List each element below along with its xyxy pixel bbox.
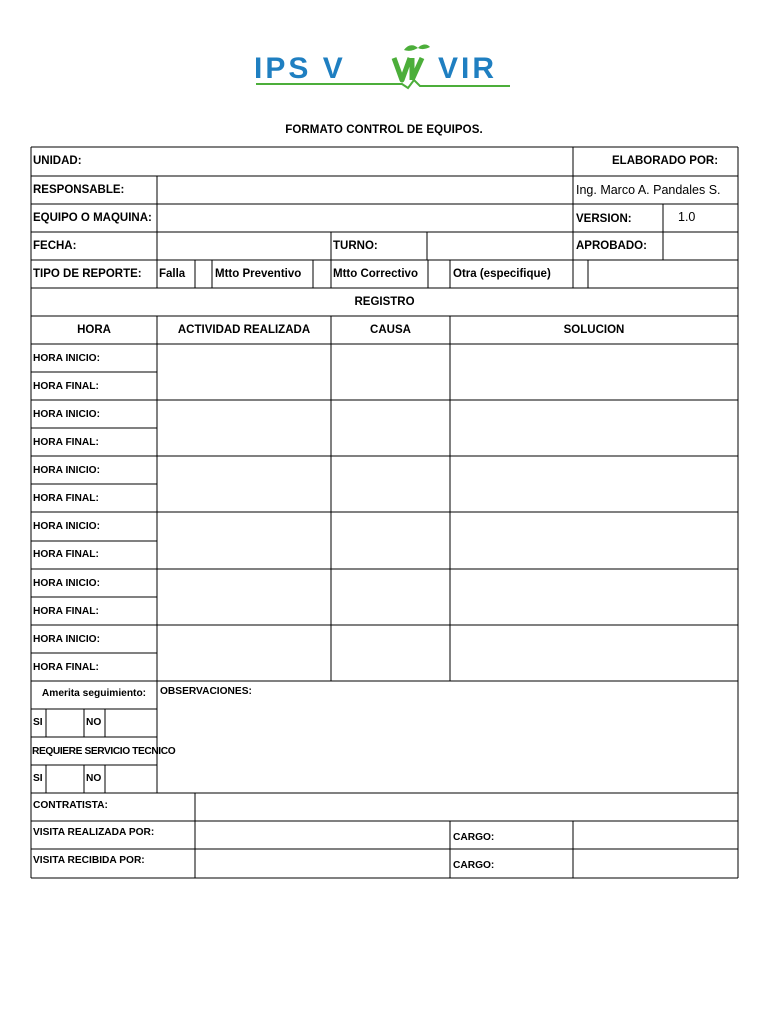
- responsable-label: RESPONSABLE:: [33, 183, 125, 196]
- observaciones-field[interactable]: [158, 706, 737, 792]
- unidad-label: UNIDAD:: [33, 155, 82, 168]
- elaborado-por-label: ELABORADO POR:: [612, 155, 719, 168]
- requiere-servicio-label: REQUIERE SERVICIO TECNICO: [32, 746, 176, 758]
- amerita-no-label: NO: [86, 717, 102, 729]
- causa-field[interactable]: [332, 401, 449, 455]
- servicio-si-checkbox[interactable]: [47, 766, 83, 793]
- amerita-si-checkbox[interactable]: [47, 710, 83, 737]
- actividad-field[interactable]: [158, 626, 330, 680]
- logo-text-right: VIR: [438, 52, 498, 85]
- cargo-label-2: CARGO:: [453, 859, 495, 871]
- actividad-field[interactable]: [158, 513, 330, 567]
- equipo-field[interactable]: [158, 205, 572, 232]
- fecha-field[interactable]: [158, 233, 330, 260]
- falla-label: Falla: [159, 267, 186, 280]
- actividad-field[interactable]: [158, 570, 330, 624]
- turno-field[interactable]: [428, 233, 572, 260]
- turno-label: TURNO:: [333, 239, 378, 252]
- solucion-field[interactable]: [451, 457, 737, 511]
- amerita-no-checkbox[interactable]: [106, 710, 156, 737]
- mtto-correctivo-label: Mtto Correctivo: [333, 267, 418, 280]
- cargo-field-2[interactable]: [574, 850, 737, 878]
- column-header-actividad: ACTIVIDAD REALIZADA: [177, 323, 311, 336]
- column-header-causa: CAUSA: [370, 323, 411, 336]
- contratista-field[interactable]: [196, 794, 737, 821]
- column-header-solucion: SOLUCION: [563, 323, 625, 336]
- causa-field[interactable]: [332, 570, 449, 624]
- visita-recibida-field[interactable]: [196, 850, 449, 878]
- actividad-field[interactable]: [158, 345, 330, 399]
- causa-field[interactable]: [332, 513, 449, 567]
- aprobado-label: APROBADO:: [576, 239, 647, 252]
- form-title: FORMATO CONTROL DE EQUIPOS.: [285, 124, 483, 136]
- solucion-field[interactable]: [451, 401, 737, 455]
- responsable-field[interactable]: [158, 177, 572, 204]
- solucion-field[interactable]: [451, 513, 737, 567]
- amerita-si-label: SI: [33, 717, 43, 729]
- solucion-field[interactable]: [451, 570, 737, 624]
- version-value: 1.0: [678, 210, 696, 224]
- amerita-seguimiento-label: Amerita seguimiento:: [41, 687, 147, 699]
- visita-recibida-label: VISITA RECIBIDA POR:: [33, 854, 145, 866]
- hora-inicio-label: HORA INICIO:: [33, 352, 100, 364]
- solucion-field[interactable]: [451, 626, 737, 680]
- actividad-field[interactable]: [158, 401, 330, 455]
- hora-final-label: HORA FINAL:: [33, 380, 99, 392]
- visita-realizada-label: VISITA REALIZADA POR:: [33, 826, 155, 838]
- column-header-hora: HORA: [77, 323, 111, 336]
- elaborado-nombre: Ing. Marco A. Pandales S.: [576, 183, 721, 198]
- causa-field[interactable]: [332, 457, 449, 511]
- equipo-label: EQUIPO O MAQUINA:: [33, 211, 152, 224]
- otra-checkbox[interactable]: [574, 261, 587, 288]
- actividad-field[interactable]: [158, 457, 330, 511]
- hora-final-label: HORA FINAL:: [33, 548, 99, 560]
- unidad-field[interactable]: [140, 148, 570, 175]
- servicio-si-label: SI: [33, 773, 43, 785]
- mtto-correctivo-checkbox[interactable]: [429, 261, 449, 288]
- aprobado-field[interactable]: [664, 233, 737, 260]
- cargo-field-1[interactable]: [574, 822, 737, 849]
- mtto-preventivo-label: Mtto Preventivo: [215, 267, 302, 280]
- hora-inicio-label: HORA INICIO:: [33, 464, 100, 476]
- hora-inicio-label: HORA INICIO:: [33, 633, 100, 645]
- cargo-label-1: CARGO:: [453, 831, 495, 843]
- observaciones-label: OBSERVACIONES:: [160, 686, 252, 697]
- hora-final-label: HORA FINAL:: [33, 605, 99, 617]
- contratista-label: CONTRATISTA:: [33, 799, 108, 811]
- otra-label: Otra (especifique): [453, 267, 551, 280]
- fecha-label: FECHA:: [33, 239, 77, 252]
- registro-title: REGISTRO: [354, 295, 415, 308]
- hora-final-label: HORA FINAL:: [33, 492, 99, 504]
- otra-field[interactable]: [589, 261, 737, 288]
- mtto-preventivo-checkbox[interactable]: [314, 261, 330, 288]
- hora-final-label: HORA FINAL:: [33, 661, 99, 673]
- hora-inicio-label: HORA INICIO:: [33, 520, 100, 532]
- hora-final-label: HORA FINAL:: [33, 436, 99, 448]
- visita-realizada-field[interactable]: [196, 822, 449, 849]
- logo-text: IPS V: [254, 52, 346, 85]
- hora-inicio-label: HORA INICIO:: [33, 577, 100, 589]
- hora-inicio-label: HORA INICIO:: [33, 408, 100, 420]
- causa-field[interactable]: [332, 626, 449, 680]
- version-label: VERSION:: [576, 212, 632, 225]
- servicio-no-checkbox[interactable]: [106, 766, 156, 793]
- tipo-reporte-label: TIPO DE REPORTE:: [33, 267, 142, 280]
- falla-checkbox[interactable]: [196, 261, 211, 288]
- causa-field[interactable]: [332, 345, 449, 399]
- servicio-no-label: NO: [86, 773, 102, 785]
- solucion-field[interactable]: [451, 345, 737, 399]
